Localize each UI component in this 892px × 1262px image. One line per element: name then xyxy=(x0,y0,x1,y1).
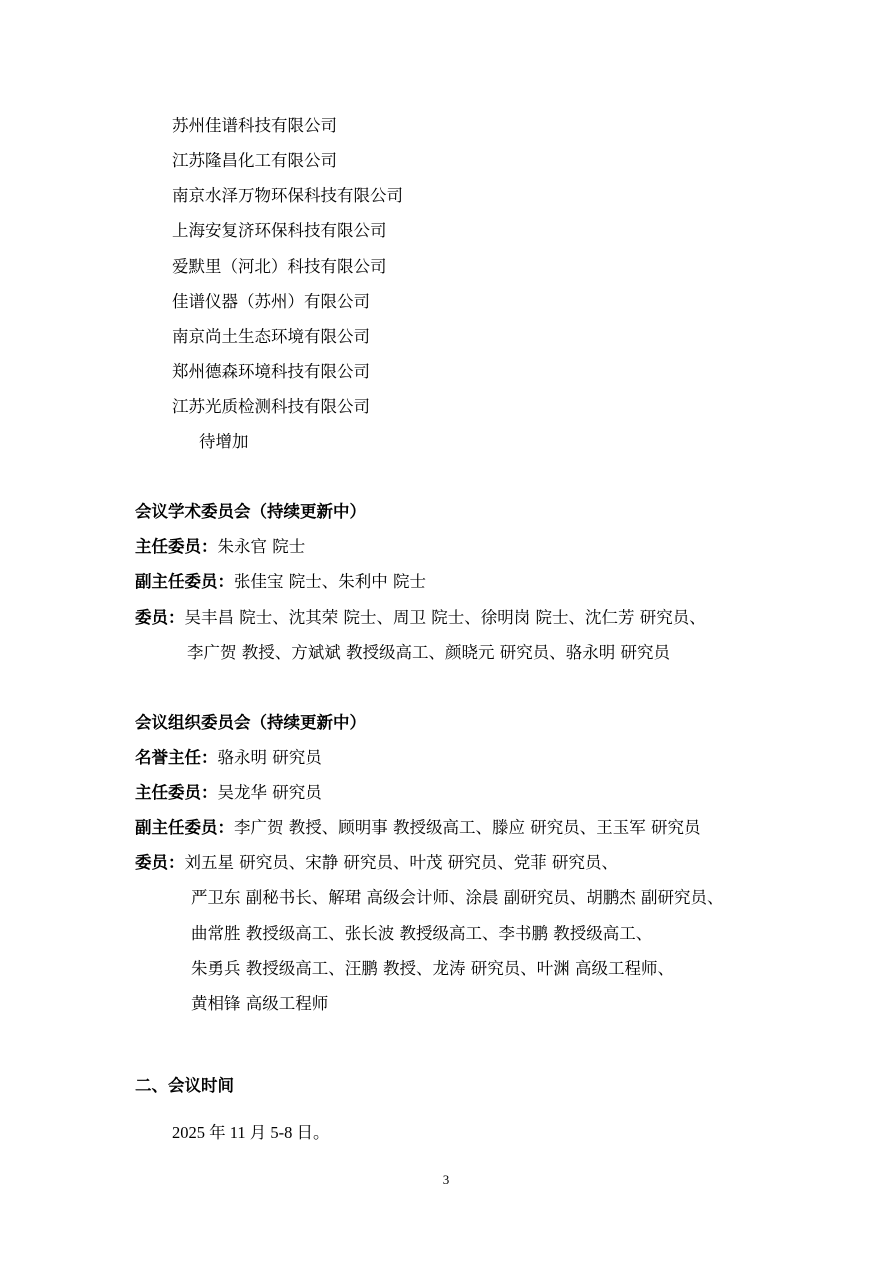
organizing-director-label: 主任委员： xyxy=(135,783,218,802)
meeting-date-text: 2025 年 11 月 5-8 日。 xyxy=(172,1123,330,1142)
section-two-heading: 二、会议时间 xyxy=(135,1076,234,1095)
organizing-members-row xyxy=(135,852,618,874)
organizing-honorary-row xyxy=(135,747,322,769)
academic-vice-director-label: 副主任委员： xyxy=(135,572,234,591)
academic-vice-director-row xyxy=(135,571,426,593)
organizing-members-line: 曲常胜 教授级高工、张长波 教授级高工、李书鹏 教授级高工、 xyxy=(191,924,653,943)
organizing-director-row xyxy=(135,782,322,804)
organizing-committee-title: 会议组织委员会（持续更新中） xyxy=(135,713,366,732)
academic-committee-title: 会议学术委员会（持续更新中） xyxy=(135,502,366,521)
organizing-honorary-label: 名誉主任： xyxy=(135,748,218,767)
company-item: 上海安复济环保科技有限公司 xyxy=(172,221,387,240)
company-item: 江苏光质检测科技有限公司 xyxy=(172,397,370,416)
academic-members-line: 吴丰昌 院士、沈其荣 院士、周卫 院士、徐明岗 院士、沈仁芳 研究员、 xyxy=(184,608,706,627)
academic-vice-director-value: 张佳宝 院士、朱利中 院士 xyxy=(234,572,426,591)
organizing-vice-director-row xyxy=(135,817,700,839)
company-item: 南京水泽万物环保科技有限公司 xyxy=(172,186,403,205)
academic-director-label: 主任委员： xyxy=(135,537,218,556)
company-item: 江苏隆昌化工有限公司 xyxy=(172,151,337,170)
academic-director-row xyxy=(135,536,305,558)
academic-members-line: 李广贺 教授、方斌斌 教授级高工、颜晓元 研究员、骆永明 研究员 xyxy=(187,643,670,662)
organizing-members-label: 委员： xyxy=(135,853,185,872)
academic-director-value: 朱永官 院士 xyxy=(217,537,306,556)
company-item: 南京尚土生态环境有限公司 xyxy=(172,327,370,346)
companies-pending: 待增加 xyxy=(199,432,249,451)
page-number: 3 xyxy=(442,1172,450,1187)
organizing-members-line: 黄相锋 高级工程师 xyxy=(191,994,329,1013)
academic-members-row xyxy=(135,607,706,629)
organizing-director-value: 吴龙华 研究员 xyxy=(217,783,322,802)
organizing-members-line: 刘五星 研究员、宋静 研究员、叶茂 研究员、党菲 研究员、 xyxy=(184,853,618,872)
organizing-vice-director-label: 副主任委员： xyxy=(135,818,234,837)
company-item: 郑州德森环境科技有限公司 xyxy=(172,362,370,381)
organizing-members-line: 严卫东 副秘书长、解珺 高级会计师、涂晨 副研究员、胡鹏杰 副研究员、 xyxy=(191,888,724,907)
organizing-members-line: 朱勇兵 教授级高工、汪鹏 教授、龙涛 研究员、叶渊 高级工程师、 xyxy=(191,959,674,978)
organizing-vice-director-value: 李广贺 教授、顾明事 教授级高工、滕应 研究员、王玉军 研究员 xyxy=(234,818,701,837)
organizing-honorary-value: 骆永明 研究员 xyxy=(217,748,322,767)
academic-members-label: 委员： xyxy=(135,608,185,627)
company-item: 佳谱仪器（苏州）有限公司 xyxy=(172,292,370,311)
company-item: 苏州佳谱科技有限公司 xyxy=(172,116,337,135)
company-item: 爱默里（河北）科技有限公司 xyxy=(172,257,387,276)
